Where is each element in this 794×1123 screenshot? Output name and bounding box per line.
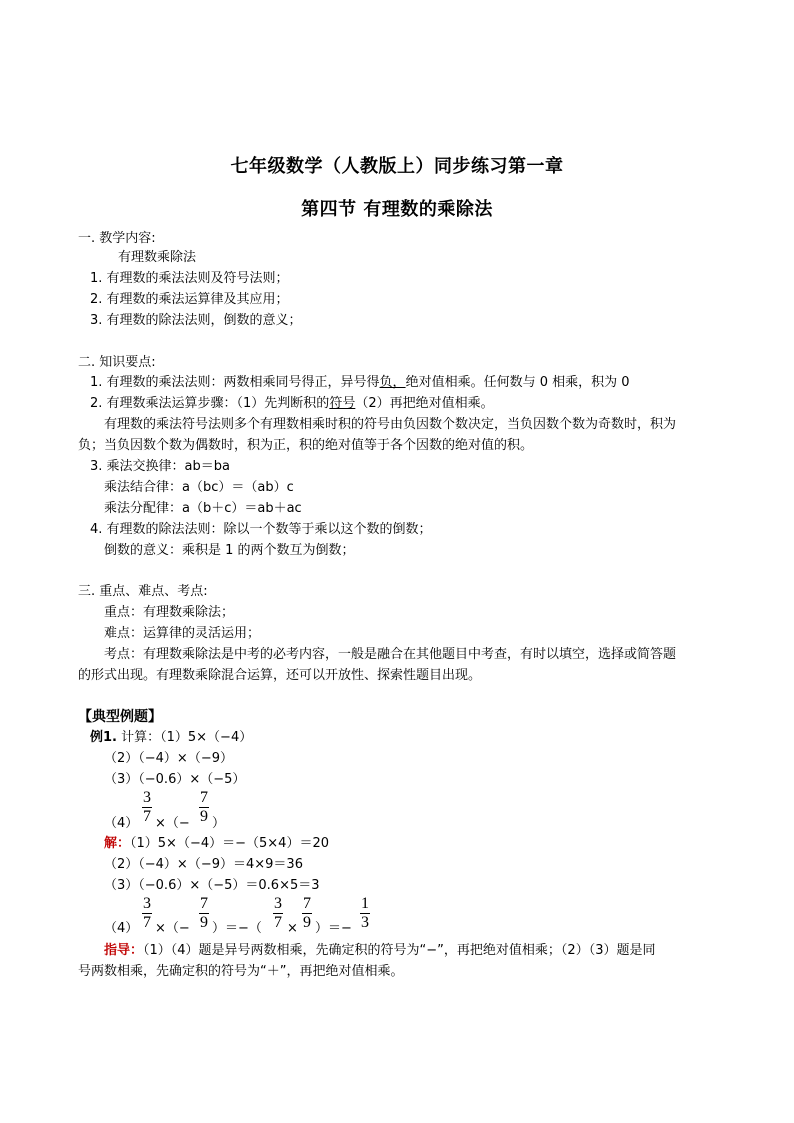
s4-frac5-denominator: 3 bbox=[361, 914, 369, 931]
s4-frac3-numerator: 3 bbox=[274, 895, 282, 912]
section-1-item-3: 3. 有理数的除法法则，倒数的意义； bbox=[90, 313, 302, 328]
solution-1-text: （1）5×（−4）＝−（5×4）＝20 bbox=[130, 836, 329, 851]
difficult-point: 难点：运算律的灵活运用； bbox=[104, 626, 261, 641]
key-point: 重点：有理数乘除法； bbox=[104, 605, 235, 620]
exam-point-line-1: 考点：有理数乘除法是中考的必考内容，一般是融合在其他题目中考查，有时以填空，选择或简答题 bbox=[104, 647, 677, 662]
commutative-law: 3. 乘法交换律：ab＝ba bbox=[90, 459, 230, 474]
division-rule: 4. 有理数的除法法则：除以一个数等于乘以这个数的倒数； bbox=[90, 522, 432, 537]
steps-text-a: 2. 有理数乘法运算步骤：（1）先判断积的 bbox=[90, 396, 330, 411]
multiplication-rule bbox=[90, 374, 630, 392]
associative-law: 乘法结合律：a（bc）＝（ab）c bbox=[104, 480, 294, 495]
solution-label: 解： bbox=[104, 836, 131, 851]
exam-point-line-2: 的形式出现。有理数乘除混合运算，还可以开放性、探索性题目出现。 bbox=[78, 668, 482, 683]
s4-prefix: （4） bbox=[104, 921, 139, 936]
section-1-item-1: 1. 有理数的乘法法则及符号法则； bbox=[90, 271, 289, 286]
s4-times-1: ×（− bbox=[155, 921, 190, 936]
document-title: 七年级数学（人教版上）同步练习第一章 bbox=[230, 156, 564, 177]
rule-text-c: 绝对值相乘。任何数与 0 相乘，积为 0 bbox=[405, 375, 630, 390]
s4-frac5-numerator: 1 bbox=[361, 895, 369, 912]
sign-rule-line-1: 有理数的乘法符号法则多个有理数相乘时积的符号由负因数个数决定，当负因数个数为奇数时，积为 bbox=[104, 417, 677, 432]
hint-label: 指导： bbox=[104, 943, 144, 958]
s4-frac4-numerator: 7 bbox=[303, 895, 311, 912]
rule-text-underlined: 负， bbox=[379, 375, 406, 390]
reciprocal-meaning: 倒数的意义：乘积是 1 的两个数互为倒数； bbox=[104, 543, 355, 558]
solution-3: （3）（−0.6）×（−5）＝0.6×5＝3 bbox=[104, 878, 320, 893]
example-1-label: 例1. bbox=[90, 730, 117, 745]
section-title: 第四节 有理数的乘除法 bbox=[301, 199, 493, 220]
s4-frac1-numerator: 3 bbox=[143, 895, 151, 912]
example-1-q1-text: 计算：（1）5×（−4） bbox=[116, 730, 253, 745]
example-1-question-1 bbox=[90, 729, 252, 747]
section-1-topic: 有理数乘除法 bbox=[118, 250, 197, 265]
s4-frac2-denominator: 9 bbox=[200, 914, 208, 931]
s4-frac3-denominator: 7 bbox=[274, 914, 282, 931]
rule-text-a: 1. 有理数的乘法法则：两数相乘同号得正，异号得 bbox=[90, 375, 380, 390]
q4-close: ） bbox=[212, 816, 226, 831]
steps-text-c: （2）再把绝对值相乘。 bbox=[355, 396, 494, 411]
section-3-heading: 三. 重点、难点、考点: bbox=[78, 584, 208, 599]
steps-text-underlined: 符号 bbox=[329, 396, 356, 411]
section-2-heading: 二. 知识要点: bbox=[78, 355, 156, 370]
example-1-question-3: （3）（−0.6）×（−5） bbox=[104, 772, 246, 787]
solution-2: （2）（−4）×（−9）＝4×9＝36 bbox=[104, 857, 303, 872]
multiplication-steps bbox=[90, 395, 494, 413]
q4-times: ×（− bbox=[155, 816, 190, 831]
s4-frac2-numerator: 7 bbox=[200, 895, 208, 912]
q4-prefix: （4） bbox=[104, 816, 139, 831]
section-1-item-2: 2. 有理数的乘法运算律及其应用； bbox=[90, 292, 289, 307]
example-1-question-2: （2）（−4）×（−9） bbox=[104, 751, 233, 766]
examples-heading: 【典型例题】 bbox=[78, 709, 162, 725]
hint-text-a: （1）（4）题是异号两数相乘，先确定积的符号为“−”，再把绝对值相乘；（2）（3）题是同 bbox=[143, 943, 656, 958]
q4-frac2-denominator: 9 bbox=[200, 808, 208, 825]
hint-line-2: 号两数相乘，先确定积的符号为“＋”，再把绝对值相乘。 bbox=[78, 964, 404, 979]
hint-line-1 bbox=[104, 942, 655, 960]
q4-frac2-numerator: 7 bbox=[200, 789, 208, 806]
s4-frac1-denominator: 7 bbox=[143, 914, 151, 931]
s4-result-neg: ）＝− bbox=[315, 921, 352, 936]
q4-frac1-denominator: 7 bbox=[143, 808, 151, 825]
s4-times-2: × bbox=[287, 921, 298, 936]
solution-1 bbox=[104, 835, 329, 853]
section-1-heading: 一. 教学内容: bbox=[78, 231, 156, 246]
s4-frac4-denominator: 9 bbox=[303, 914, 311, 931]
s4-equals-neg: ）＝−（ bbox=[212, 921, 262, 936]
q4-frac1-numerator: 3 bbox=[143, 789, 151, 806]
distributive-law: 乘法分配律：a（b＋c）＝ab＋ac bbox=[104, 501, 302, 516]
sign-rule-line-2: 负；当负因数个数为偶数时，积为正，积的绝对值等于各个因数的绝对值的积。 bbox=[78, 438, 534, 453]
